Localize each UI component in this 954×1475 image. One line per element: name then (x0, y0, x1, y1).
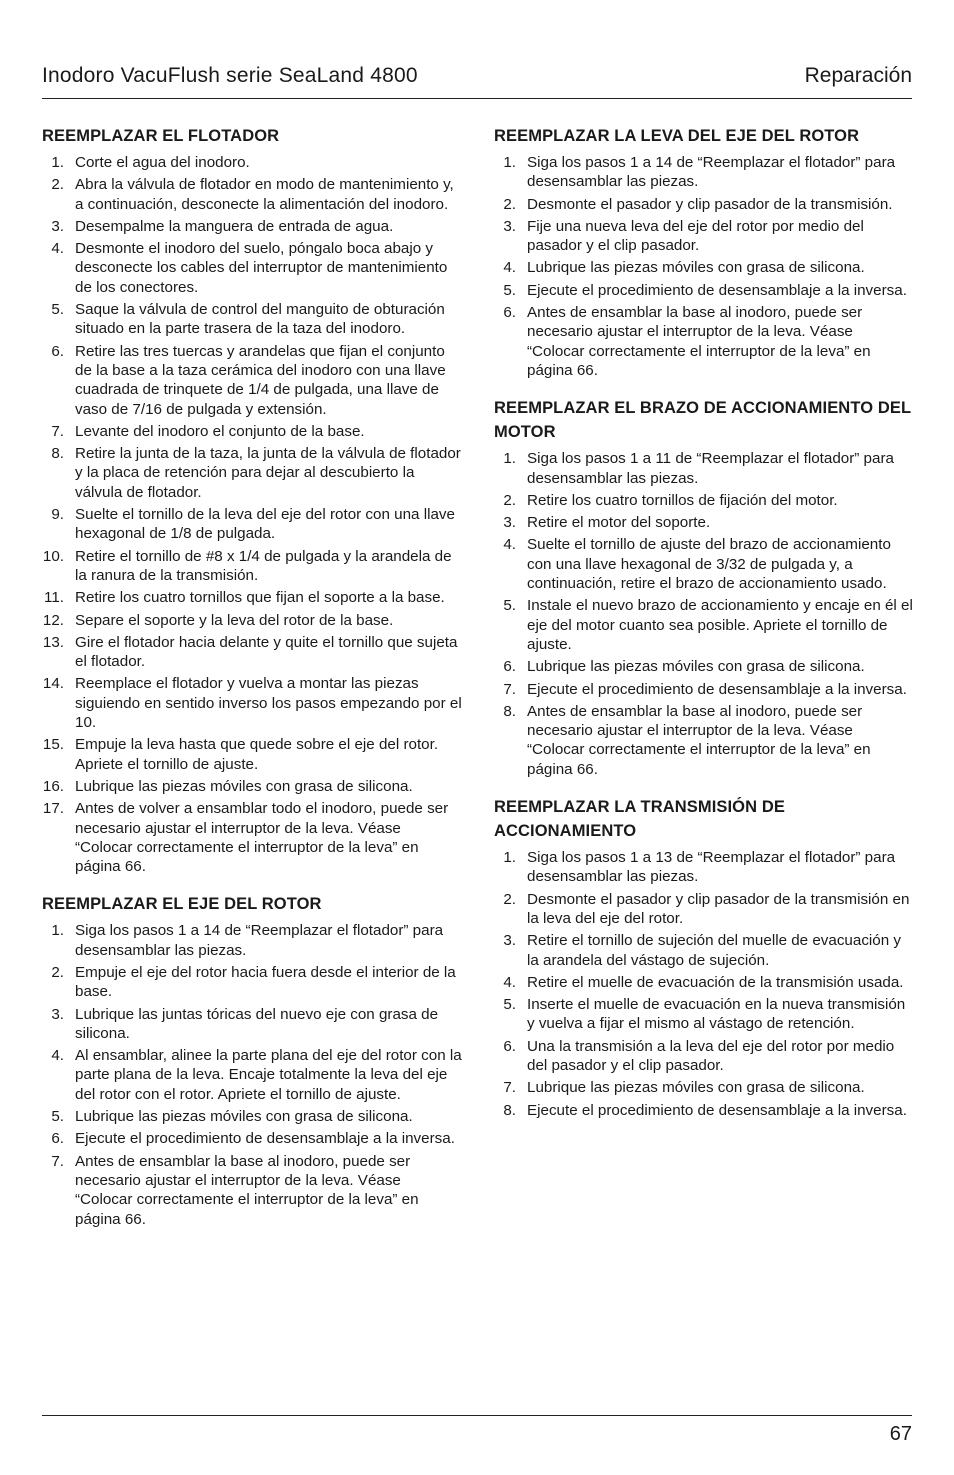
step-text: Ejecute el procedimiento de desensamblaje a la inversa. (527, 680, 907, 698)
step-item (494, 995, 914, 1034)
step-number: 1. (51, 922, 64, 940)
step-text: Lubrique las piezas móviles con grasa de silicona. (75, 1108, 413, 1126)
step-number: 4. (503, 973, 516, 991)
step-item (42, 777, 462, 796)
step-text: Suelte el tornillo de ajuste del brazo de accionamiento con una llave hexagonal de 3/32 de pulgada y, a continuación, retire el brazo de accionamiento usado. (527, 536, 891, 593)
step-text: Antes de ensamblar la base al inodoro, puede ser necesario ajustar el interruptor de la leva. Véase “Colocar correctamente el interruptor de la leva” en página 66. (75, 1152, 419, 1228)
step-number: 5. (503, 996, 516, 1014)
step-text: Lubrique las piezas móviles con grasa de silicona. (527, 658, 865, 676)
step-item (42, 239, 462, 297)
step-number: 17. (42, 800, 64, 818)
step-text: Inserte el muelle de evacuación en la nueva transmisión y vuelva a fijar el mismo al vástago de retención. (527, 996, 906, 1033)
step-number: 3. (51, 1005, 64, 1023)
step-item (494, 931, 914, 970)
step-text: Corte el agua del inodoro. (75, 154, 250, 171)
step-item (42, 1005, 462, 1044)
step-item (494, 702, 914, 779)
step-item (42, 1152, 462, 1229)
step-item (42, 963, 462, 1002)
page-footer (42, 1415, 912, 1445)
step-number: 3. (503, 932, 516, 950)
step-number: 3. (503, 514, 516, 532)
step-text: Al ensamblar, alinee la parte plana del eje del rotor con la parte plana de la leva. Encaje totalmente la leva del eje del rotor con el rotor. Apriete el tornillo de ajuste. (75, 1047, 462, 1103)
step-item (42, 547, 462, 586)
step-number: 4. (51, 1047, 64, 1065)
procedure-section (42, 124, 462, 876)
step-number: 1. (503, 450, 516, 468)
step-number: 14. (42, 675, 64, 693)
step-text: Siga los pasos 1 a 13 de “Reemplazar el flotador” para desensamblar las piezas. (527, 849, 896, 886)
step-text: Ejecute el procedimiento de desensamblaje a la inversa. (527, 1101, 907, 1119)
step-item (42, 505, 462, 544)
section-heading: REEMPLAZAR EL FLOTADOR (42, 127, 280, 145)
step-text: Retire el tornillo de #8 x 1/4 de pulgada y la arandela de la ranura de la transmisión. (75, 547, 452, 584)
step-text: Suelte el tornillo de la leva del eje del rotor con una llave hexagonal de 1/8 de pulgada. (75, 506, 455, 543)
section-heading: REEMPLAZAR EL EJE DEL ROTOR (42, 895, 322, 914)
procedure-section (494, 124, 914, 380)
step-number: 2. (51, 176, 64, 194)
step-number: 1. (503, 849, 516, 867)
step-text: Empuje la leva hasta que quede sobre el eje del rotor. Apriete el tornillo de ajuste. (75, 736, 439, 773)
step-number: 8. (503, 702, 516, 720)
step-number: 4. (503, 536, 516, 554)
step-text: Siga los pasos 1 a 14 de “Reemplazar el flotador” para desensamblar las piezas. (75, 922, 444, 959)
step-item (42, 422, 462, 441)
step-number: 11. (44, 589, 64, 607)
step-text: Empuje el eje del rotor hacia fuera desde el interior de la base. (75, 963, 456, 1001)
page-number: 67 (889, 1423, 912, 1445)
step-number: 2. (503, 491, 516, 509)
step-number: 3. (51, 217, 64, 235)
procedure-section (494, 396, 914, 779)
step-number: 6. (503, 304, 516, 322)
step-text: Desmonte el pasador y clip pasador de la transmisión en la leva del eje del rotor. (527, 890, 910, 927)
step-number: 2. (503, 195, 516, 213)
step-text: Abra la válvula de flotador en modo de mantenimiento y, a continuación, desconecte la alimentación del inodoro. (75, 176, 454, 213)
document-title: Inodoro VacuFlush serie SeaLand 4800 (42, 64, 418, 87)
step-number: 5. (503, 597, 516, 615)
step-number: 7. (51, 422, 64, 440)
step-number: 6. (51, 1130, 64, 1148)
step-item (42, 217, 462, 236)
step-number: 8. (503, 1101, 516, 1119)
step-number: 1. (503, 154, 516, 171)
step-text: Lubrique las piezas móviles con grasa de silicona. (527, 1079, 865, 1097)
section-heading: REEMPLAZAR EL BRAZO DE ACCIONAMIENTO DEL MOTOR (494, 399, 911, 442)
steps-list (494, 153, 914, 380)
step-item (42, 300, 462, 339)
step-number: 12. (42, 611, 64, 629)
step-number: 7. (51, 1152, 64, 1170)
step-number: 6. (503, 1037, 516, 1055)
step-item (494, 217, 914, 256)
step-text: Lubrique las juntas tóricas del nuevo eje con grasa de silicona. (75, 1005, 439, 1042)
step-item (494, 596, 914, 654)
step-text: Instale el nuevo brazo de accionamiento y encaje en él el eje del motor cuanto sea posible. Apriete el tornillo de ajuste. (527, 597, 913, 653)
step-item (494, 303, 914, 380)
step-item (42, 921, 462, 960)
step-text: Lubrique las piezas móviles con grasa de silicona. (527, 259, 865, 277)
step-item (494, 258, 914, 277)
step-text: Reemplace el flotador y vuelva a montar las piezas siguiendo en sentido inverso los pasos empezando por el 10. (75, 675, 462, 732)
step-item (494, 1078, 914, 1097)
step-text: Ejecute el procedimiento de desensamblaje a la inversa. (75, 1130, 455, 1148)
step-number: 1. (51, 154, 64, 171)
step-item (494, 890, 914, 929)
step-number: 7. (503, 1079, 516, 1097)
step-number: 5. (51, 1108, 64, 1126)
step-item (42, 175, 462, 214)
step-number: 5. (51, 301, 64, 319)
step-item (42, 799, 462, 876)
step-number: 13. (42, 633, 64, 651)
step-text: Desempalme la manguera de entrada de agua. (75, 217, 394, 235)
step-text: Retire el muelle de evacuación de la transmisión usada. (527, 973, 904, 991)
step-item (494, 1101, 914, 1120)
step-item (494, 491, 914, 510)
procedure-section (494, 795, 914, 1120)
step-text: Retire los cuatro tornillos que fijan el soporte a la base. (75, 589, 445, 607)
step-item (494, 973, 914, 992)
section-title: Reparación (804, 64, 912, 87)
right-column (494, 124, 914, 1136)
step-text: Desmonte el inodoro del suelo, póngalo boca abajo y desconecte los cables del interruptor de mantenimiento de los conectores. (75, 240, 448, 296)
step-item (42, 588, 462, 607)
step-item (42, 1129, 462, 1148)
procedure-section (42, 892, 462, 1228)
step-text: Antes de ensamblar la base al inodoro, puede ser necesario ajustar el interruptor de la leva. Véase “Colocar correctamente el interruptor de la leva” en página 66. (527, 702, 871, 778)
step-item (494, 449, 914, 488)
step-item (42, 1046, 462, 1104)
step-number: 6. (503, 658, 516, 676)
step-text: Fije una nueva leva del eje del rotor por medio del pasador y el clip pasador. (527, 217, 864, 255)
step-item (42, 342, 462, 419)
steps-list (42, 153, 462, 876)
step-text: Levante del inodoro el conjunto de la base. (75, 422, 365, 440)
step-text: Una la transmisión a la leva del eje del rotor por medio del pasador y el clip pasador. (527, 1037, 895, 1074)
step-number: 4. (503, 259, 516, 277)
step-item (42, 444, 462, 502)
step-number: 16. (42, 777, 64, 795)
step-item (494, 153, 914, 192)
step-item (494, 535, 914, 593)
steps-list (494, 848, 914, 1120)
step-item (494, 1037, 914, 1076)
step-text: Gire el flotador hacia delante y quite el tornillo que sujeta el flotador. (75, 633, 458, 671)
step-item (42, 735, 462, 774)
step-text: Retire la junta de la taza, la junta de la válvula de flotador y la placa de retención para dejar al descubierto la válvula de flotador. (75, 445, 461, 501)
steps-list (42, 921, 462, 1228)
step-text: Siga los pasos 1 a 11 de “Reemplazar el flotador” para desensamblar las piezas. (527, 450, 894, 487)
step-text: Retire las tres tuercas y arandelas que fijan el conjunto de la base a la taza cerámica del inodoro con una llave cuadrada de trinquete de 1/4 de pulgada, una llave de vaso de 7/16 de pulgada y extensión. (75, 342, 446, 418)
step-item (42, 633, 462, 672)
step-text: Separe el soporte y la leva del rotor de la base. (75, 611, 394, 629)
step-number: 15. (42, 736, 64, 754)
step-text: Antes de volver a ensamblar todo el inodoro, puede ser necesario ajustar el interruptor de la leva. Véase “Colocar correctamente el interruptor de la leva” en página 66. (75, 800, 449, 876)
step-item (494, 680, 914, 699)
step-number: 8. (51, 445, 64, 463)
step-number: 4. (51, 240, 64, 258)
step-text: Antes de ensamblar la base al inodoro, puede ser necesario ajustar el interruptor de la leva. Véase “Colocar correctamente el interruptor de la leva” en página 66. (527, 304, 871, 379)
step-number: 3. (503, 217, 516, 235)
step-number: 6. (51, 342, 64, 360)
step-item (494, 848, 914, 887)
step-text: Retire los cuatro tornillos de fijación del motor. (527, 491, 838, 509)
step-number: 10. (42, 547, 64, 565)
step-number: 9. (51, 506, 64, 524)
step-number: 7. (503, 680, 516, 698)
step-item (494, 195, 914, 214)
step-text: Ejecute el procedimiento de desensamblaje a la inversa. (527, 281, 907, 299)
step-item (494, 513, 914, 532)
page-header (42, 62, 912, 99)
step-number: 2. (503, 890, 516, 908)
left-column (42, 124, 462, 1245)
step-item (494, 657, 914, 676)
step-text: Desmonte el pasador y clip pasador de la transmisión. (527, 195, 893, 213)
step-text: Retire el tornillo de sujeción del muelle de evacuación y la arandela del vástago de sujeción. (527, 932, 901, 969)
step-item (42, 153, 462, 172)
step-item (494, 281, 914, 300)
step-text: Lubrique las piezas móviles con grasa de silicona. (75, 777, 413, 795)
step-number: 2. (51, 963, 64, 981)
step-item (42, 1107, 462, 1126)
steps-list (494, 449, 914, 779)
step-item (42, 611, 462, 630)
step-text: Saque la válvula de control del manguito de obturación situado en la parte trasera de la taza del inodoro. (75, 301, 445, 338)
section-heading: REEMPLAZAR LA TRANSMISIÓN DE ACCIONAMIENTO (494, 798, 785, 841)
step-text: Retire el motor del soporte. (527, 514, 711, 532)
step-number: 5. (503, 281, 516, 299)
step-text: Siga los pasos 1 a 14 de “Reemplazar el flotador” para desensamblar las piezas. (527, 154, 896, 191)
section-heading: REEMPLAZAR LA LEVA DEL EJE DEL ROTOR (494, 127, 860, 145)
step-item (42, 674, 462, 732)
